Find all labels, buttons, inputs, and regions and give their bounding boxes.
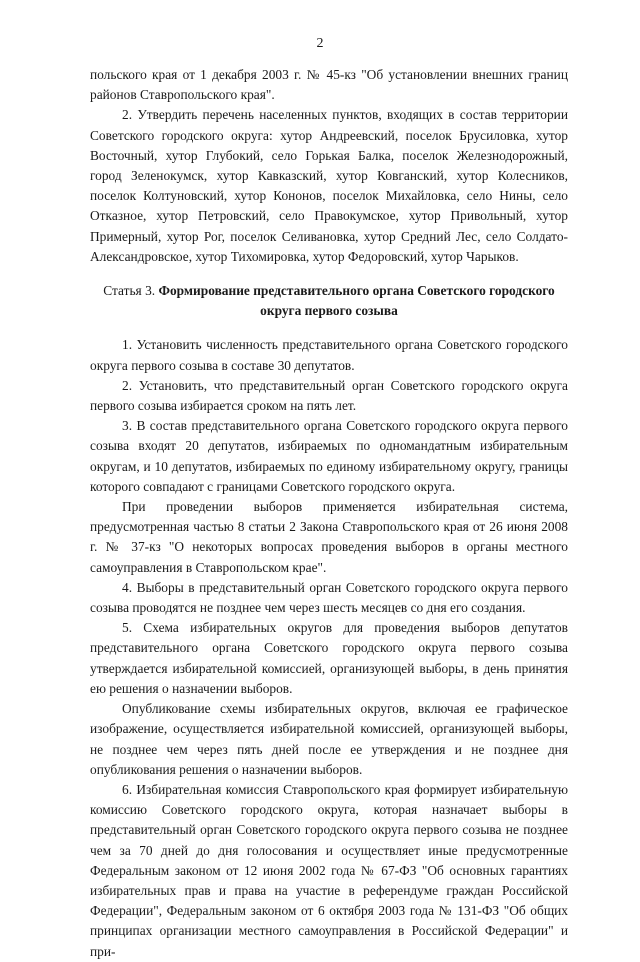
clause-2-settlements-list: 2. Утвердить перечень населенных пунктов, входящих в состав территории Советского городского округа: хутор Андреевский, поселок Брусиловка, хутор Восточный, хутор Глубокий, село Горькая Балка, поселок Железнодорожный, город Зеленокумск, хутор Кавказский, хутор Ковганский, хутор Колесников, поселок Колтуновский, хутор Кононов, поселок Михайловка, село Нины, село Отказное, хутор Петровский, село Правокумское, хутор Привольный, хутор Примерный, хутор Рог, поселок Селивановка, хутор Средний Лес, село Солдато-Александровское, хутор Тихомировка, хутор Федоровский, хутор Чарыков. — [90, 107, 568, 264]
article-3-title: Формирование представительного органа Советского городского округа первого созыва — [158, 283, 555, 319]
intro-continuation: польского края от 1 декабря 2003 г. № 45-кз "Об установлении внешних границ районов Ставропольского края". — [90, 67, 568, 103]
paragraph: 6. Избирательная комиссия Ставропольского края формирует избирательную комиссию Советского городского округа, которая назначает выборы в представительный орган Советского городского округа первого созыва не позднее чем за 70 дней до дня голосования и осуществляет иные предусмотренные Федеральным законом от 12 июня 2002 года № 67-ФЗ "Об основных гарантиях избирательных прав и права на участие в референдуме граждан Российской Федерации", Федеральным законом от 6 октября 2003 года № 131-ФЗ "Об общих принципах организации местного самоуправления в Российской Федерации" и при- — [90, 781, 568, 959]
document-body — [90, 65, 568, 962]
paragraph: 1. Установить численность представительного органа Советского городского округа первого созыва в составе 30 депутатов. — [90, 337, 568, 373]
paragraph: 5. Схема избирательных округов для проведения выборов депутатов представительного органа Советского городского округа первого созыва утверждается избирательной комиссией, организующей выборы, в день принятия ею решения о назначении выборов. — [90, 620, 568, 696]
paragraph: При проведении выборов применяется избирательная система, предусмотренная частью 8 статьи 2 Закона Ставропольского края от 26 июня 2008 г. № 37-кз "О некоторых вопросах проведения выборов в органы местного самоуправления в Ставропольском крае". — [90, 499, 568, 575]
article-3-number: Статья 3. — [103, 283, 156, 299]
article-3-heading — [90, 281, 568, 321]
paragraph: 2. Установить, что представительный орган Советского городского округа первого созыва избирается сроком на пять лет. — [90, 377, 568, 414]
page-number: 2 — [316, 36, 324, 51]
paragraph: Опубликование схемы избирательных округов, включая ее графическое изображение, осуществляется избирательной комиссией, организующей выборы, не позднее чем через пять дней после ее утверждения и не позднее дня опубликования решения о назначении выборов. — [90, 701, 568, 777]
paragraph: 3. В состав представительного органа Советского городского округа первого созыва входят 20 депутатов, избираемых по одномандатным избирательным округам, и 10 депутатов, избираемых по единому избирательному округу, границы которого совпадают с границами Советского городского округа. — [90, 418, 568, 494]
paragraph: 4. Выборы в представительный орган Советского городского округа первого созыва проводятся не позднее чем через шесть месяцев со дня его создания. — [90, 579, 568, 616]
